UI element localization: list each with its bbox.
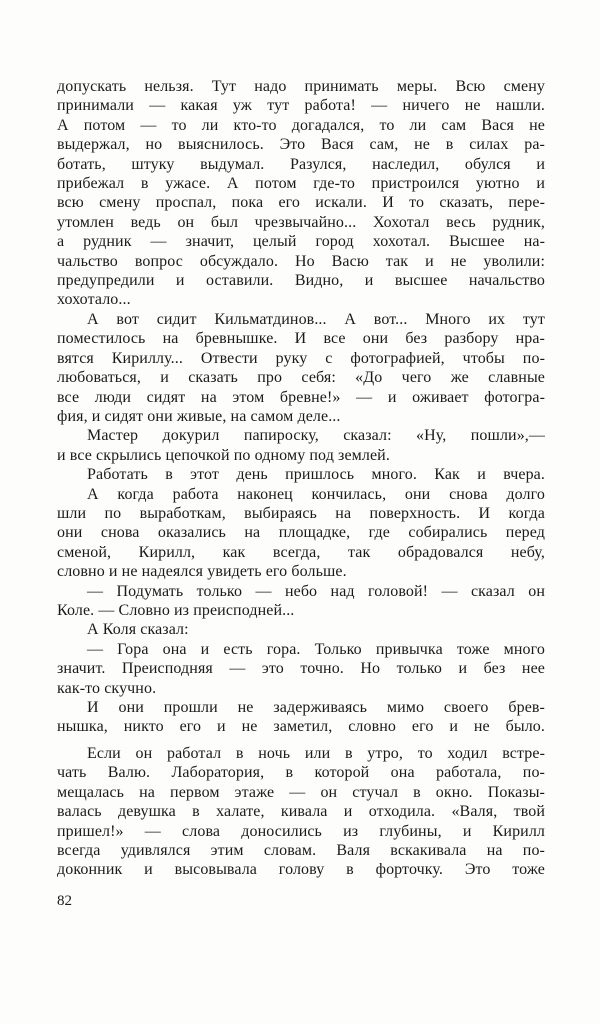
text-line: Если он работал в ночь или в утро, то ходил встре-	[87, 745, 545, 762]
text-line: А потом — то ли кто-то догадался, то ли сам Вася не	[57, 116, 545, 134]
text-line: предупредили и оставили. Видно, и высшее начальство	[57, 272, 545, 290]
text-line: всю смену проспал, пока его искали. И то сказать, пере-	[57, 194, 545, 212]
text-line: а рудник — значит, целый город хохотал. Высшее на-	[57, 233, 545, 251]
text-line: допускать нельзя. Тут надо принимать меры. Всю смену	[57, 78, 545, 95]
text-line: Мастер докурил папироску, сказал: «Ну, пошли»,—	[87, 427, 545, 445]
text-line: Работать в этот день пришлось много. Как и вчера.	[87, 466, 545, 484]
text-line: — Гора она и есть гора. Только привычка тоже много	[87, 640, 545, 658]
text-line: Коле. — Словно из преисподней...	[57, 601, 295, 619]
text-line: принимали — какая уж тут работа! — ничего не нашли.	[57, 97, 545, 115]
text-line: сменой, Кирилл, как всегда, так обрадовался небу,	[57, 543, 545, 561]
text-line: А вот сидит Кильматдинов... А вот... Много их тут	[87, 310, 545, 328]
text-line: — Подумать только — небо над головой! — сказал он	[87, 582, 545, 600]
text-line: и все скрылись цепочкой по одному под землей.	[57, 446, 390, 464]
text-line: валась девушка в халате, кивала и отходила. «Валя, твой	[57, 803, 545, 821]
text-line: любоваться, и сказать про себя: «До чего же славные	[57, 369, 545, 387]
text-line: поместилось на бревнышке. И все они без разбору нра-	[57, 330, 545, 348]
text-line: всегда удивлялся этим словам. Валя вскакивала на по-	[57, 842, 545, 860]
text-line: А когда работа наконец кончилась, они снова долго	[87, 485, 545, 503]
text-line: нышка, никто его и не заметил, словно его и не было.	[57, 718, 545, 736]
text-line: как-то скучно.	[57, 679, 157, 697]
page-number: 82	[57, 893, 72, 909]
text-line: все люди сидят на этом бревне!» — и оживает фотогра-	[57, 388, 545, 406]
text-line: прибежал в ужасе. А потом где-то пристроился уютно и	[57, 175, 545, 193]
text-line: они снова оказались на площадке, где собирались перед	[57, 524, 545, 542]
text-section-2	[57, 744, 545, 880]
text-line: словно и не надеялся увидеть его больше.	[57, 563, 347, 581]
text-line: А Коля сказал:	[87, 621, 189, 639]
text-line: доконник и высовывала голову в форточку. Это тоже	[57, 861, 545, 879]
text-line: мещалась на первом этаже — он стучал в окно. Показы-	[57, 783, 545, 801]
text-line: хохотало...	[57, 291, 131, 309]
text-line: значит. Преисподняя — это точно. Но только и без нее	[57, 660, 545, 678]
text-line: выдержал, но выяснилось. Это Вася сам, не в силах ра-	[57, 136, 545, 154]
text-line: вятся Кириллу... Отвести руку с фотографией, чтобы по-	[57, 349, 545, 367]
text-line: ботать, штуку выдумал. Разулся, наследил, обулся и	[57, 155, 545, 173]
text-line: шли по выработкам, выбираясь на поверхность. И когда	[57, 504, 545, 522]
text-line: фия, и сидят они живые, на самом деле...	[57, 407, 341, 425]
text-line: чать Валю. Лаборатория, в которой она работала, по-	[57, 764, 545, 782]
text-line: И они прошли не задерживаясь мимо своего брев-	[87, 699, 545, 716]
text-line: утомлен ведь он был чрезвычайно... Хохотал весь рудник,	[57, 213, 545, 231]
text-line: чальство вопрос обсуждало. Но Васю так и не уволили:	[57, 252, 545, 270]
text-section-1	[57, 77, 545, 737]
text-line: пришел!» — слова доносились из глубины, и Кирилл	[57, 822, 545, 840]
